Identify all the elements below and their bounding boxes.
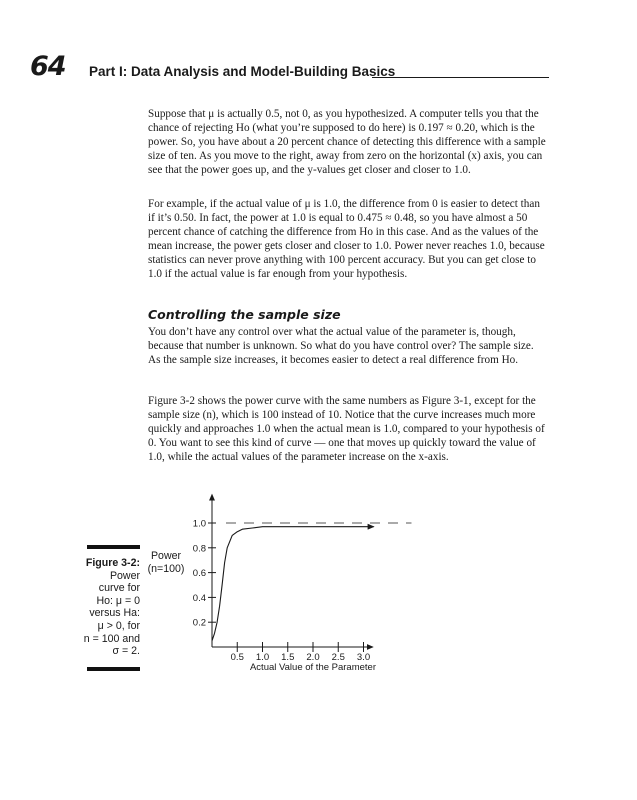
x-tick-label: 0.5 <box>230 652 244 663</box>
y-tick-label: 0.2 <box>192 617 206 629</box>
caption-label: Figure 3-2: <box>85 557 140 569</box>
y-tick-label: 0.8 <box>192 543 206 555</box>
y-tick-label: 1.0 <box>192 518 206 530</box>
caption-line: versus Ha: <box>89 607 140 620</box>
x-tick-label: 3.0 <box>356 652 371 663</box>
part-title: Part I: Data Analysis and Model-Building Basics <box>89 64 396 79</box>
y-tick-label: 0.4 <box>192 592 206 604</box>
paragraph: Suppose that μ is actually 0.5, not 0, as you hypothesized. A computer tells you that the chance of rejecting Ho (what you’re supposed to do here) is 0.197 ≈ 0.20, which is the power. So, you have about a 20 percent chance of detecting this difference with a sample size of ten. As you move to the right, away from zero on the horizontal (x) axis, you can see that the power goes up, and the y-values get closer and closer to 1.0. <box>148 108 546 177</box>
caption-line: Power <box>109 569 140 582</box>
caption-line: curve for <box>98 582 140 595</box>
x-tick-label: 2.5 <box>331 652 345 663</box>
y-tick-label: 0.6 <box>192 568 206 580</box>
page-number: 64 <box>30 51 66 82</box>
y-axis-label-line: (n=100) <box>147 562 185 575</box>
x-tick-label: 2.0 <box>306 652 320 663</box>
x-axis-title: Actual Value of the Parameter <box>249 662 377 673</box>
paragraph: For example, if the actual value of μ is 1.0, the difference from 0 is easier to detect than if it’s 0.50. In fact, the power at 1.0 is equal to 0.475 ≈ 0.48, so you have almost a 50 percent chance of catching the difference from Ho in this case. And as the values of the mean increase, the power gets closer and closer to 1.0. Power never reaches 1.0, because statistics can never prove anything with 100 percent accuracy. But you can get close to 1.0 if the actual value is far enough from your hypothesis. <box>148 198 545 281</box>
x-tick-label: 1.0 <box>255 652 270 663</box>
paragraph: You don’t have any control over what the actual value of the parameter is, though, because that number is unknown. So what do you have control over? The sample size. As the sample size increases, it becomes easier to detect a real difference from Ho. <box>148 326 534 367</box>
section-heading: Controlling the sample size <box>148 307 341 322</box>
caption-line: μ > 0, for <box>97 619 140 632</box>
caption-line: σ = 2. <box>112 645 140 658</box>
caption-line: Ho: μ = 0 <box>96 594 140 607</box>
y-axis-label-line: Power <box>150 550 182 562</box>
caption-line: n = 100 and <box>83 632 140 645</box>
paragraph: Figure 3-2 shows the power curve with the same numbers as Figure 3-1, except for the sample size (n), which is 100 instead of 10. Notice that the curve increases much more quickly and approaches 1.0 when the actual mean is 1.0, compared to your hypothesis of 0. You want to see this kind of curve — one that moves up quickly toward the value of 1.0, while the actual values of the parameter increase on the x-axis. <box>148 395 545 464</box>
x-tick-label: 1.5 <box>281 652 295 663</box>
power-curve-line <box>212 527 374 641</box>
